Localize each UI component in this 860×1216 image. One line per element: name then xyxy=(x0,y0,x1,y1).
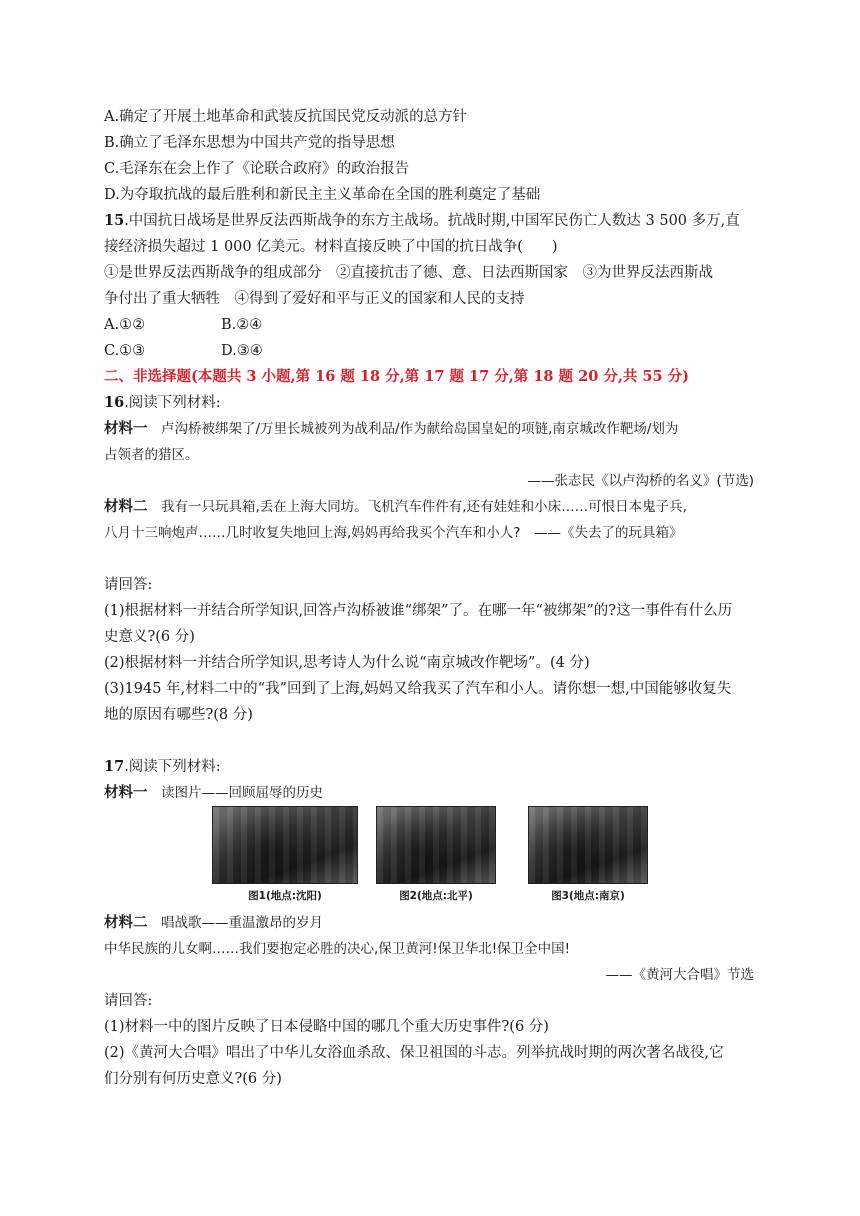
q17-material2-song: 中华民族的儿女啊……我们要抱定必胜的决心,保卫黄河!保卫华北!保卫全中国! xyxy=(104,941,571,957)
q15-option-a: A.①② xyxy=(104,317,146,333)
q15-stem-line1 xyxy=(104,208,754,234)
q14-option-a: A.确定了开展土地革命和武装反抗国民党反动派的总方针 xyxy=(104,109,468,125)
figure-1 xyxy=(212,806,358,903)
q16-question3-line1: (3)1945 年,材料二中的“我”回到了上海,妈妈又给我买了汽车和小人。请你想一想,中国能够收复失 xyxy=(104,681,732,697)
q14-option-d: D.为夺取抗战的最后胜利和新民主主义革命在全国的胜利奠定了基础 xyxy=(104,187,541,203)
q15-option-b: B.②④ xyxy=(221,317,263,333)
q16-material1-text: 卢沟桥被绑架了/万里长城被列为战利品/作为献给岛国皇妃的项链,南京城改作靶场/划为 xyxy=(147,421,679,437)
q15-options-row1 xyxy=(104,312,754,338)
q17-ask: 请回答: xyxy=(104,993,153,1009)
q16-material1-line2: 占领者的猎区。 xyxy=(104,447,199,463)
q16-material1-line1 xyxy=(104,416,754,442)
q16-question2: (2)根据材料一并结合所学知识,思考诗人为什么说“南京城改作靶场”。(4 分) xyxy=(104,655,590,671)
q17-material2-source: ——《黄河大合唱》节选 xyxy=(605,967,754,983)
q16-question1-line1: (1)根据材料一并结合所学知识,回答卢沟桥被谁“绑架”了。在哪一年“被绑架”的?这一事件有什么历 xyxy=(104,603,733,619)
q15-options-row2 xyxy=(104,338,754,364)
q16-number: 16 xyxy=(104,394,125,411)
q15-stem-text: .中国抗日战场是世界反法西斯战争的东方主战场。抗战时期,中国军民伤亡人数达 3 500 多万,直 xyxy=(124,213,740,229)
q16-material2-line2: 八月十三响炮声……几时收复失地回上海,妈妈再给我买个汽车和小人? ——《失去了的玩具箱》 xyxy=(104,525,683,541)
exam-page xyxy=(104,104,754,1092)
q15-option-d: D.③④ xyxy=(221,343,263,359)
q15-number: 15 xyxy=(104,212,125,229)
q16-question3-line2: 地的原因有哪些?(8 分) xyxy=(104,707,253,723)
q17-question1: (1)材料一中的图片反映了日本侵略中国的哪几个重大历史事件?(6 分) xyxy=(104,1019,549,1035)
q16-material1-source: ——张志民《以卢沟桥的名义》(节选) xyxy=(527,473,754,489)
q17-figure-row xyxy=(212,806,754,918)
q16-ask: 请回答: xyxy=(104,577,153,593)
q16-material2-label: 材料二 xyxy=(104,498,148,515)
figure-2-caption: 图2(地点:北平) xyxy=(399,890,473,902)
q17-intro-text: .阅读下列材料: xyxy=(124,759,221,775)
figure-2 xyxy=(376,806,496,903)
q15-option-c: C.①③ xyxy=(104,343,146,359)
q17-question2-line1: (2)《黄河大合唱》唱出了中华儿女浴血杀敌、保卫祖国的斗志。列举抗战时期的两次著名战役,它 xyxy=(104,1045,724,1061)
q17-material1-label: 材料一 xyxy=(104,784,148,801)
q16-material2-text: 我有一只玩具箱,丢在上海大同坊。飞机汽车件件有,还有娃娃和小床……可恨日本鬼子兵, xyxy=(147,499,687,515)
q17-material2-text: 唱战歌——重温激昂的岁月 xyxy=(147,915,323,931)
section2-title: 二、非选择题(本题共 3 小题,第 16 题 18 分,第 17 题 17 分,第 18 题 20 分,共 55 分) xyxy=(104,368,690,385)
q15-items-line1: ①是世界反法西斯战争的组成部分 ②直接抗击了德、意、日法西斯国家 ③为世界反法西斯战 xyxy=(104,265,713,281)
q16-material2-line1 xyxy=(104,494,754,520)
q15-stem-line2: 接经济损失超过 1 000 亿美元。材料直接反映了中国的抗日战争( ) xyxy=(104,239,558,255)
q15-items-line2: 争付出了重大牺牲 ④得到了爱好和平与正义的国家和人民的支持 xyxy=(104,291,525,307)
figure-1-caption: 图1(地点:沈阳) xyxy=(248,890,322,902)
q16-material1-label: 材料一 xyxy=(104,420,148,437)
q16-question1-line2: 史意义?(6 分) xyxy=(104,629,195,645)
q17-question2-line2: 们分别有何历史意义?(6 分) xyxy=(104,1071,282,1087)
figure-3-photo xyxy=(528,806,648,884)
q16-intro xyxy=(104,390,754,416)
q17-intro xyxy=(104,754,754,780)
q17-material2-label: 材料二 xyxy=(104,914,148,931)
q17-material1-line xyxy=(104,780,754,806)
q16-intro-text: .阅读下列材料: xyxy=(124,395,221,411)
figure-3-caption: 图3(地点:南京) xyxy=(551,890,625,902)
figure-2-photo xyxy=(376,806,496,884)
q17-number: 17 xyxy=(104,758,125,775)
q14-option-b: B.确立了毛泽东思想为中国共产党的指导思想 xyxy=(104,135,395,151)
figure-3 xyxy=(528,806,648,903)
figure-1-photo xyxy=(212,806,358,884)
q14-option-c: C.毛泽东在会上作了《论联合政府》的政治报告 xyxy=(104,161,410,177)
q17-material1-text: 读图片——回顾屈辱的历史 xyxy=(147,785,323,801)
